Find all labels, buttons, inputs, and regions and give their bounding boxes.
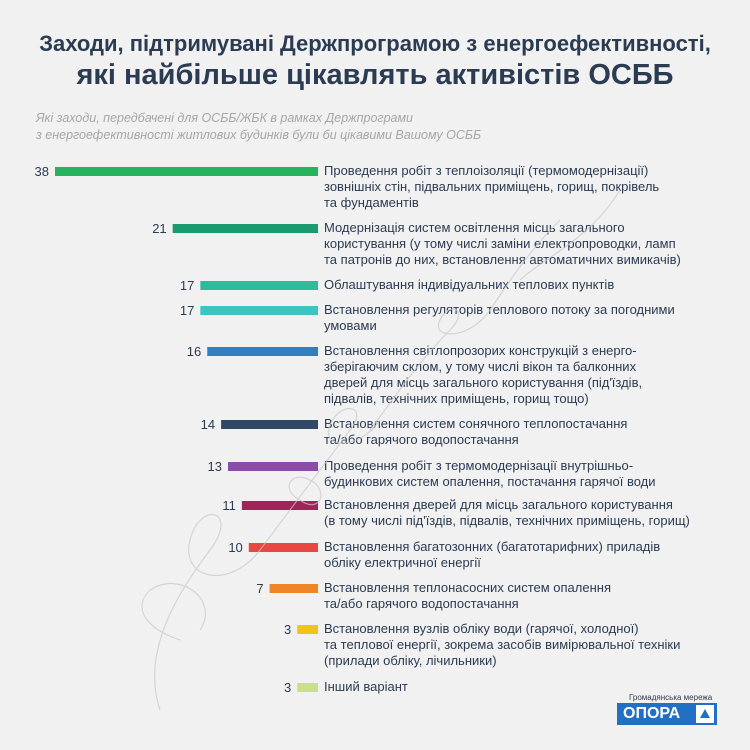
category-label-11: [324, 621, 724, 669]
category-label-line: та/або гарячого водопостачання: [324, 596, 519, 611]
bar-7: [228, 462, 318, 471]
bar-value-label-7: 13: [207, 459, 223, 474]
category-label-line: Встановлення світлопрозорих конструкцій з енерго-: [324, 343, 637, 358]
category-label-6: [324, 416, 724, 448]
category-label-line: підвалів, технічних приміщень, горищ тощо): [324, 391, 589, 406]
category-label-line: Встановлення систем сонячного теплопостачання: [324, 416, 628, 431]
bar-4: [200, 306, 318, 315]
logo-name: ОПОРА: [623, 705, 681, 722]
category-label-line: Модернізація систем освітлення місць загального: [324, 220, 625, 235]
bar-value-label-8: 11: [222, 498, 236, 513]
category-label-line: (прилади обліку, лічильники): [324, 653, 497, 668]
category-label-line: Встановлення вузлів обліку води (гарячої, холодної): [324, 621, 639, 636]
category-label-line: Проведення робіт з теплоізоляції (термомодернізації): [324, 163, 649, 178]
category-label-7: [324, 458, 724, 490]
bar-9: [249, 543, 318, 552]
category-label-line: та/або гарячого водопостачання: [324, 432, 519, 447]
bar-value-label-5: 16: [186, 344, 202, 359]
bar-10: [270, 584, 318, 593]
bar-5: [207, 347, 318, 356]
title-line-1: Заходи, підтримувані Держпрограмою з енергоефективності,: [39, 31, 711, 56]
bar-2: [173, 224, 318, 233]
bar-value-label-9: 10: [228, 540, 243, 555]
category-label-10: [324, 580, 724, 612]
bar-8: [242, 501, 318, 510]
category-label-8: [324, 497, 724, 529]
category-label-line: зберігаючим склом, у тому числі вікон та балконних: [324, 359, 637, 374]
title-line-2: які найбільше цікавлять активістів ОСББ: [76, 59, 674, 91]
category-label-line: обліку електричної енергії: [324, 555, 481, 570]
category-label-line: користування (у тому числі заміни електропроводки, ламп: [324, 236, 676, 251]
category-label-line: Встановлення теплонасосних систем опалення: [324, 580, 611, 595]
bar-value-label-12: 3: [284, 680, 292, 695]
category-label-9: [324, 539, 724, 571]
bar-value-label-4: 17: [179, 303, 195, 318]
bar-value-label-3: 17: [179, 278, 195, 293]
triangle-logo-icon: [696, 705, 714, 723]
category-label-line: Встановлення багатозонних (багатотарифних) приладів: [324, 539, 661, 554]
category-label-line: Проведення робіт з термомодернізації внутрішньо-: [324, 458, 634, 473]
bar-value-label-6: 14: [200, 417, 216, 432]
subtitle-line-1: Які заходи, передбачені для ОСББ/ЖБК в рамках Держпрограми: [36, 111, 413, 125]
category-label-line: дверей для місць загального користування (під'їздів,: [324, 375, 643, 390]
category-label-line: Встановлення регуляторів теплового потоку за погодними: [324, 302, 675, 317]
bar-value-label-10: 7: [256, 581, 264, 596]
bar-value-label-2: 21: [152, 221, 167, 236]
category-label-line: та фундаментів: [324, 195, 419, 210]
category-label-2: [324, 220, 724, 268]
category-label-line: та патронів до них, встановлення автоматичних вимикачів): [324, 252, 681, 267]
bar-1: [55, 167, 318, 176]
category-label-line: Встановлення дверей для місць загального користування: [324, 497, 673, 512]
category-label-line: умовами: [324, 318, 377, 333]
category-label-line: Облаштування індивідуальних теплових пунктів: [324, 277, 615, 292]
category-label-line: Інший варіант: [324, 679, 408, 694]
bar-6: [221, 420, 318, 429]
bar-value-label-11: 3: [284, 622, 292, 637]
logo-tagline: Громадянська мережа: [629, 693, 713, 702]
category-label-line: зовнішніх стін, підвальних приміщень, горищ, покрівель: [324, 179, 660, 194]
category-label-1: [324, 163, 724, 211]
category-label-4: [324, 302, 724, 334]
category-label-3: [324, 277, 724, 293]
bar-value-label-1: 38: [34, 164, 49, 179]
opora-logo: [617, 703, 717, 725]
category-label-5: [324, 343, 724, 407]
category-label-line: будинкових систем опалення, постачання гарячої води: [324, 474, 656, 489]
bar-12: [297, 683, 318, 692]
bar-3: [200, 281, 318, 290]
category-label-line: (в тому числі під'їздів, підвалів, технічних приміщень, горищ): [324, 513, 690, 528]
subtitle-line-2: з енергоефективності житлових будинків були би цікавими Вашому ОСББ: [36, 128, 482, 142]
bar-11: [297, 625, 318, 634]
category-label-line: та теплової енергії, зокрема засобів вимірювальної техніки: [324, 637, 681, 652]
